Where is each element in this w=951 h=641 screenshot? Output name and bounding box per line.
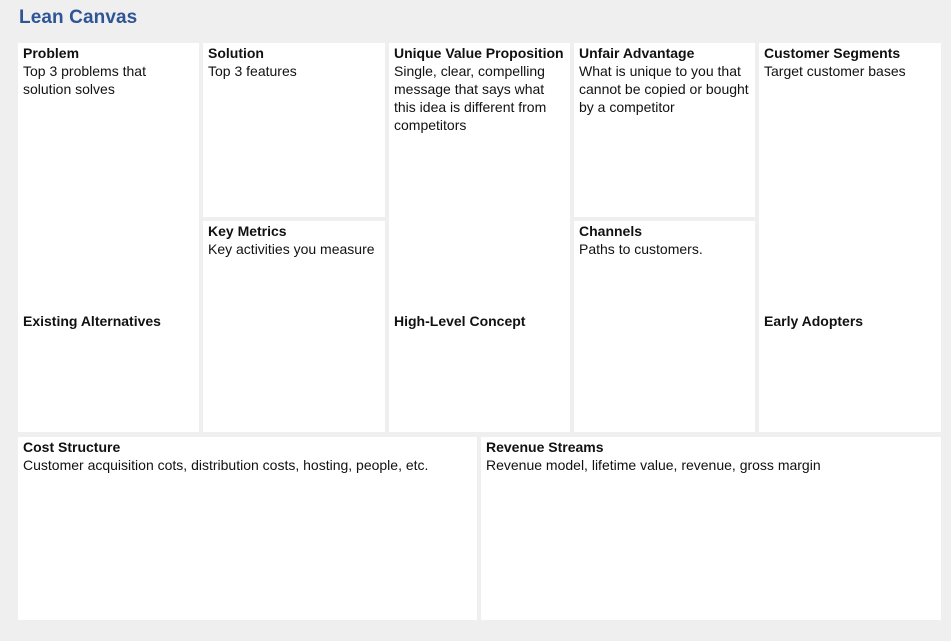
problem-description: Top 3 problems that solution solves: [23, 63, 146, 97]
uvp-heading: Unique Value Proposition: [394, 45, 564, 61]
page-title: Lean Canvas: [19, 7, 138, 28]
channels-box[interactable]: [574, 221, 755, 432]
existing-alternatives-heading: Existing Alternatives: [23, 313, 161, 329]
key-metrics-heading: Key Metrics: [208, 223, 287, 239]
early-adopters-heading: Early Adopters: [764, 313, 864, 329]
solution-box[interactable]: [203, 43, 385, 217]
solution-heading: Solution: [208, 45, 264, 61]
unfair-advantage-description: What is unique to you that cannot be copied or bought by a competitor: [579, 63, 749, 115]
revenue-streams-description: Revenue model, lifetime value, revenue, gross margin: [486, 457, 821, 473]
channels-description: Paths to customers.: [579, 241, 703, 257]
key-metrics-description: Key activities you measure: [208, 241, 375, 257]
problem-heading: Problem: [23, 45, 80, 61]
cost-structure-box[interactable]: [18, 437, 477, 620]
key-metrics-box[interactable]: [203, 221, 385, 432]
channels-heading: Channels: [579, 223, 643, 239]
uvp-description: Single, clear, compelling message that says what this idea is different from competitors: [394, 63, 547, 133]
cost-structure-description: Customer acquisition cots, distribution costs, hosting, people, etc.: [23, 457, 429, 473]
unfair-advantage-heading: Unfair Advantage: [579, 45, 695, 61]
unfair-advantage-box[interactable]: [574, 43, 755, 217]
uvp-box[interactable]: [389, 43, 570, 432]
revenue-streams-box[interactable]: [481, 437, 941, 620]
revenue-streams-heading: Revenue Streams: [486, 439, 604, 455]
problem-box[interactable]: [18, 43, 199, 432]
customer-segments-description: Target customer bases: [764, 63, 906, 79]
high-level-concept-heading: High-Level Concept: [394, 313, 526, 329]
customer-segments-heading: Customer Segments: [764, 45, 901, 61]
cost-structure-heading: Cost Structure: [23, 439, 121, 455]
customer-segments-box[interactable]: [759, 43, 941, 432]
solution-description: Top 3 features: [208, 63, 297, 79]
